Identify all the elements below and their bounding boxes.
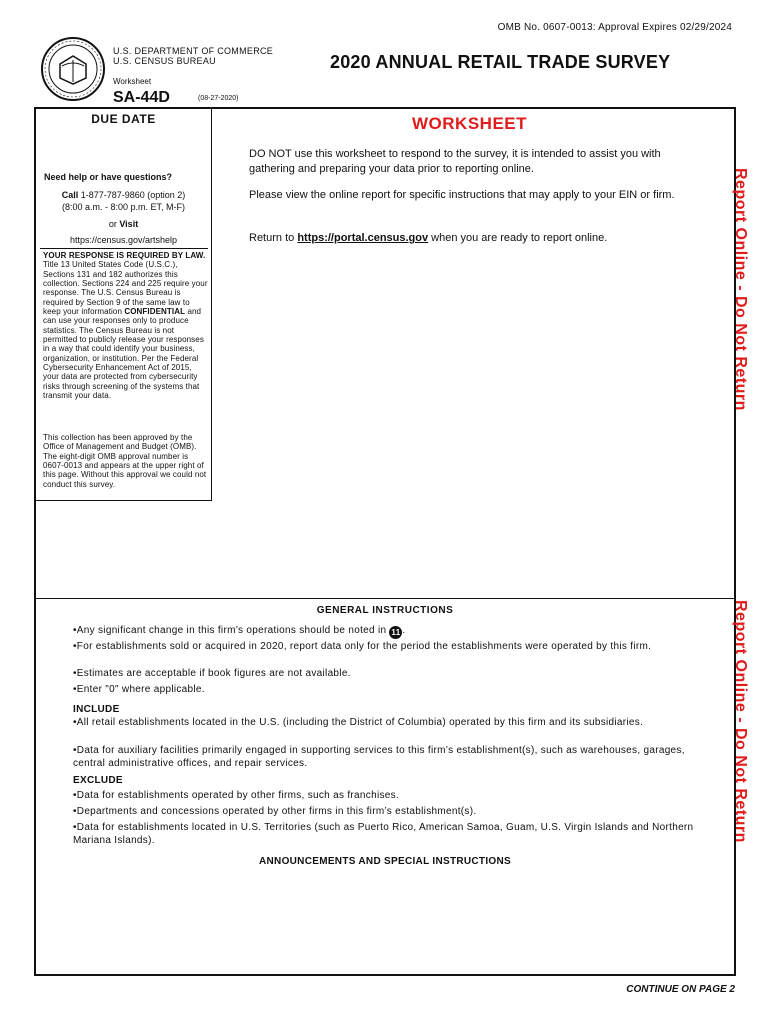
worksheet-warning: DO NOT use this worksheet to respond to the survey, it is intended to assist you with gathering and preparing your data prior to reporting online. <box>249 148 661 175</box>
omb-approval: OMB No. 0607-0013: Approval Expires 02/29/2024 <box>497 22 732 33</box>
omb-notice: This collection has been approved by the Office of Management and Budget (OMB). The eight-digit OMB approval number is 0607-0013 and appears at the upper right of this page. Without this approval we could not conduct this survey. <box>43 433 207 489</box>
left-panel-divider <box>36 500 211 501</box>
instruction-item: •For establishments sold or acquired in 2020, report data only for the period the establishments were operated by this firm. <box>73 641 652 652</box>
general-instructions-title: GENERAL INSTRUCTIONS <box>316 605 454 616</box>
include-heading: INCLUDE <box>73 704 120 715</box>
instruction-item: •Estimates are acceptable if book figures are not available. <box>73 668 351 679</box>
exclude-heading: EXCLUDE <box>73 775 123 786</box>
worksheet-title: WORKSHEET <box>412 114 527 133</box>
help-title: Need help or have questions? <box>44 172 173 182</box>
legal-notice: YOUR RESPONSE IS REQUIRED BY LAW. Title 13 United States Code (U.S.C.), Sections 131 and 182 authorizes this collection. Sections 224 and 225 require your response. The U.S. Census Bureau is required by Section 9 of the same law to keep your information CONFIDENTIAL and can use your responses only to produce statistics. The Census Bureau is not permitted to publicly release your responses in a way that could identify your business, organization, or institution. Per the Federal Cybersecurity Enhancement Act of 2015, your data are protected from cybersecurity risks through screening of the systems that transmit your data. <box>43 251 208 401</box>
section-divider <box>36 598 734 599</box>
exclude-item: •Data for establishments located in U.S. Territories (such as Puerto Rico, American Samoa, Guam, U.S. Virgin Islands and Northern Mariana Islands). <box>73 822 694 846</box>
include-item: •All retail establishments located in the U.S. (including the District of Columbia) operated by this firm and its subsidiaries. <box>73 717 644 728</box>
continue-note: CONTINUE ON PAGE 2 <box>626 984 735 995</box>
help-url-link[interactable]: https://census.gov/artshelp <box>69 235 178 245</box>
worksheet-label: Worksheet <box>113 77 152 86</box>
commerce-seal-icon <box>40 36 106 102</box>
exclude-item: •Data for establishments operated by other firms, such as franchises. <box>73 790 400 801</box>
return-instructions: Return to https://portal.census.gov when you are ready to report online. <box>249 232 608 244</box>
announcements-heading: ANNOUNCEMENTS AND SPECIAL INSTRUCTIONS <box>259 856 511 867</box>
instruction-item: •Enter "0" where applicable. <box>73 684 205 695</box>
item-reference-icon: 11 <box>391 628 401 637</box>
worksheet-note: Please view the online report for specific instructions that may apply to your EIN or firm. <box>249 189 675 201</box>
call-info: Call 1-877-787-9860 (option 2) (8:00 a.m. - 8:00 p.m. ET, M-F) <box>61 190 186 212</box>
include-item: •Data for auxiliary facilities primarily engaged in supporting services to this firm’s establishment(s), such as warehouses, garages, central administrative offices, and repair services. <box>73 745 685 769</box>
form-date: (08-27-2020) <box>198 95 239 102</box>
form-number: SA-44D <box>113 89 170 106</box>
or-visit: or Visit <box>108 219 139 229</box>
due-date-heading: DUE DATE <box>91 112 156 126</box>
exclude-item: •Departments and concessions operated by other firms in this firm’s establishment(s). <box>73 806 477 817</box>
portal-link[interactable]: https://portal.census.gov <box>297 232 429 244</box>
column-divider <box>211 109 212 501</box>
instruction-item: •Any significant change in this firm’s operations should be noted in 11 . <box>73 625 406 637</box>
department-name: U.S. DEPARTMENT OF COMMERCE U.S. CENSUS BUREAU <box>113 46 274 66</box>
legal-divider <box>40 248 208 249</box>
side-banner-top: Report Online - Do Not Return <box>732 168 749 411</box>
survey-title: 2020 ANNUAL RETAIL TRADE SURVEY <box>330 52 671 72</box>
side-banner-bottom: Report Online - Do Not Return <box>732 600 749 843</box>
